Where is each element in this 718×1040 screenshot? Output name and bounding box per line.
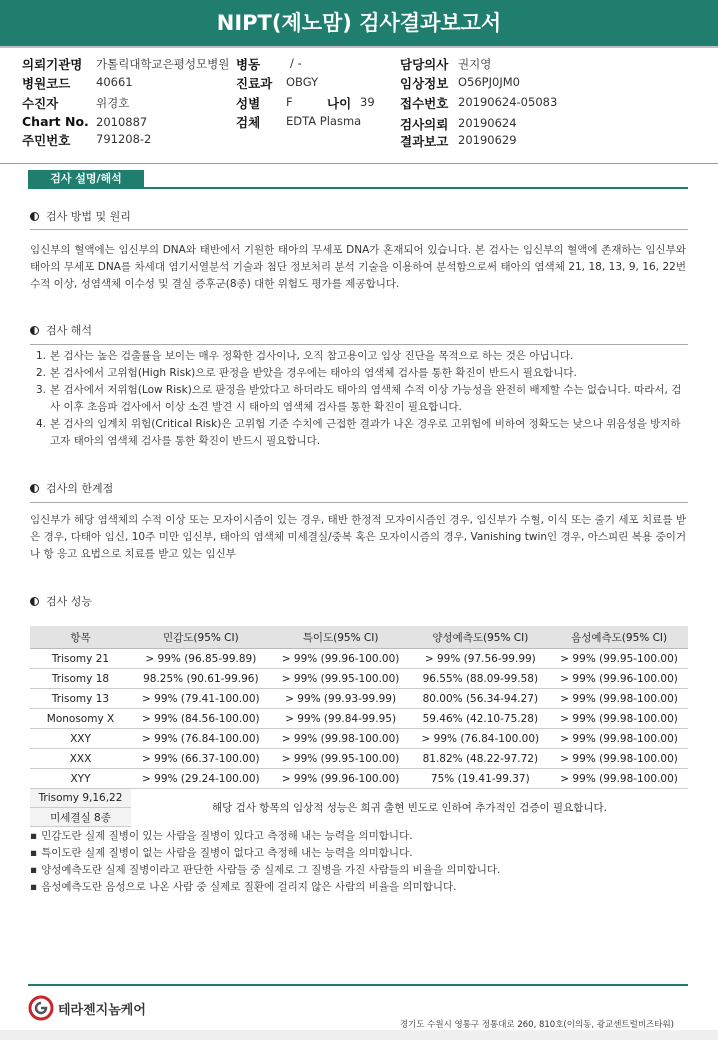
value-hospital-code: 40661: [96, 75, 133, 89]
label-age: 나이: [327, 96, 352, 111]
value-receipt-number: 20190624-05083: [458, 95, 558, 109]
subsection-method: [30, 208, 131, 224]
limits-divider: [30, 502, 688, 503]
value-department: OBGY: [286, 75, 319, 89]
company-name: 테라젠지놈케어: [58, 1002, 146, 1018]
logo-mark-icon: [28, 995, 54, 1021]
label-result-report: 결과보고: [400, 134, 449, 149]
table-row: Trisomy 18 98.25% (90.61-99.96) > 99% (99.95-100.00) 96.55% (88.09-99.58) > 99% (99.96-100.00): [30, 669, 688, 689]
section-underline: [28, 187, 688, 189]
value-clinical-info: O56PJ0JM0: [458, 75, 520, 89]
extra-item-trisomy: Trisomy 9,16,22: [30, 789, 131, 808]
extra-note: 해당 검사 항목의 임상적 성능은 희귀 출현 빈도로 인하여 추가적인 검증이 필요합니다.: [211, 802, 608, 815]
list-item: 2. 본 검사에서 고위험(High Risk)으로 판정을 받았을 경우에는 태아의 염색체 검사를 통한 확진이 반드시 필요합니다.: [36, 367, 577, 379]
interpretation-divider: [30, 344, 688, 345]
value-ward: / -: [290, 56, 302, 70]
report-title: NIPT(제노맘) 검사결과보고서: [0, 0, 718, 46]
value-doctor: 권지영: [458, 57, 492, 71]
interpretation-list: [36, 348, 686, 450]
list-item: 1. 본 검사는 높은 검출률을 보이는 매우 정확한 검사이나, 오직 참고용이고 임상 진단을 목적으로 하는 것은 아닙니다.: [36, 350, 574, 362]
value-requesting-institution: 가톨릭대학교은평성모병원: [96, 57, 230, 71]
interpretation-heading: 검사 해석: [46, 324, 93, 337]
label-doctor: 담당의사: [400, 57, 449, 72]
col-ppv: 양성예측도(95% CI): [410, 626, 550, 649]
list-item: 4. 본 검사의 임계치 위험(Critical Risk)은 고위험 기준 수치에 근접한 결과가 나온 경우로 고위험에 비하여 정확도는 낮으나 위음성을 방지하고자 태아의 염색체 검사를 통한 확진이 반드시 필요합니다.: [36, 418, 681, 447]
table-row: XYY > 99% (29.24-100.00) > 99% (99.96-100.00) 75% (19.41-99.37) > 99% (99.98-100.00): [30, 769, 688, 789]
company-logo: [28, 995, 146, 1021]
col-npv: 음성예측도(95% CI): [550, 626, 688, 649]
table-row: Trisomy 21 > 99% (96.85-99.89) > 99% (99.96-100.00) > 99% (97.56-99.99) > 99% (99.95-100.00): [30, 649, 688, 669]
performance-heading: 검사 성능: [46, 595, 93, 608]
label-chart-no: Chart No.: [22, 114, 89, 129]
method-divider: [30, 229, 688, 230]
table-row: XXY > 99% (76.84-100.00) > 99% (99.98-100.00) > 99% (76.84-100.00) > 99% (99.98-100.00): [30, 729, 688, 749]
extra-item-microdeletion: 미세결실 8종: [30, 808, 131, 827]
value-resident-number: 791208-2: [96, 132, 152, 146]
label-resident-number: 주민번호: [22, 133, 71, 148]
method-heading: 검사 방법 및 원리: [46, 210, 131, 223]
label-specimen: 검체: [236, 115, 261, 130]
value-age: 39: [360, 95, 375, 109]
label-sex: 성별: [236, 96, 261, 111]
method-text: 임신부의 혈액에는 임신부의 DNA와 태반에서 기원한 태아의 무세포 DNA가 혼재되어 있습니다. 본 검사는 임신부의 혈액에 존재하는 임신부와 태아의 무세포 DNA를 차세대 염기서열분석 기술과 첨단 정보처리 분석 기술을 이용하여 분석함으로써 태아의 염색체 21, 18, 13, 9, 16, 22번 수적 이상, 성염색체 이수성 및 결실 증후군(8종) 대한 위험도 평가를 제공합니다.: [30, 244, 686, 290]
half-circle-icon: [30, 326, 39, 335]
label-hospital-code: 병원코드: [22, 76, 71, 91]
label-requesting-institution: 의뢰기관명: [22, 57, 83, 72]
col-sensitivity: 민감도(95% CI): [131, 626, 271, 649]
footer-divider: [28, 984, 688, 986]
definitions-list: [30, 828, 688, 896]
half-circle-icon: [30, 597, 39, 606]
col-specificity: 특이도(95% CI): [271, 626, 411, 649]
limits-text: 임신부가 해당 염색체의 수적 이상 또는 모자이시즘이 있는 경우, 태반 한정적 모자이시즘인 경우, 임신부가 수혈, 이식 또는 줄기 세포 치료를 받은 경우, 다태아 임신, 10주 미만 임신부, 태아의 염색체 미세결실/중복 혹은 모자이시즘의 경우, Vanishing twin인 경우, 아스피린 복용 중이거나 항 응고 요법으로 치료를 받고 있는 임신부: [30, 514, 686, 560]
list-item: 3. 본 검사에서 저위험(Low Risk)으로 판정을 받았다고 하더라도 태아의 염색체 수적 이상 가능성을 완전히 배제할 수는 없습니다. 따라서, 검사 이후 초음파 검사에서 이상 소견 발견 시 태아의 염색체 검사를 통한 확진이 필요합니다.: [36, 384, 682, 413]
limits-heading: 검사의 한계점: [46, 482, 114, 495]
table-header-row: [30, 626, 688, 649]
value-patient-name: 위경호: [96, 96, 130, 110]
label-test-request: 검사의뢰: [400, 117, 449, 132]
section-tab-explanation: 검사 설명/해석: [28, 170, 144, 188]
subsection-limits: [30, 480, 113, 496]
label-patient-name: 수진자: [22, 96, 59, 111]
half-circle-icon: [30, 212, 39, 221]
list-item: ▪ 음성예측도란 음성으로 나온 사람 중 실제로 질환에 걸리지 않은 사람의 비율을 의미합니다.: [30, 879, 688, 896]
bottom-band: [0, 1030, 718, 1040]
value-result-report: 20190629: [458, 133, 517, 147]
performance-table: [30, 626, 688, 827]
value-test-request: 20190624: [458, 116, 517, 130]
company-address: 경기도 수원시 영통구 정통대로 260, 810호(이의동, 광교센트럴비즈타워): [399, 1020, 674, 1030]
value-specimen: EDTA Plasma: [286, 114, 362, 128]
subsection-performance: [30, 593, 92, 609]
value-chart-no: 2010887: [96, 115, 148, 129]
table-row: XXX > 99% (66.37-100.00) > 99% (99.95-100.00) 81.82% (48.22-97.72) > 99% (99.98-100.00): [30, 749, 688, 769]
list-item: ▪ 양성예측도란 실제 질병이라고 판단한 사람들 중 실제로 그 질병을 가진 사람들의 비율을 의미합니다.: [30, 862, 688, 879]
list-item: ▪ 민감도란 실제 질병이 있는 사람을 질병이 있다고 측정해 내는 능력을 의미합니다.: [30, 828, 688, 845]
info-divider: [0, 163, 718, 164]
label-department: 진료과: [236, 76, 273, 91]
table-row: Trisomy 13 > 99% (79.41-100.00) > 99% (99.93-99.99) 80.00% (56.34-94.27) > 99% (99.98-100.00): [30, 689, 688, 709]
table-row-extra: [30, 789, 688, 808]
label-receipt-number: 접수번호: [400, 96, 449, 111]
title-underline: [0, 46, 718, 48]
value-sex: F: [286, 95, 293, 109]
list-item: ▪ 특이도란 실제 질병이 없는 사람을 질병이 없다고 측정해 내는 능력을 의미합니다.: [30, 845, 688, 862]
col-item: 항목: [30, 626, 131, 649]
label-ward: 병동: [236, 57, 261, 72]
table-row: Monosomy X > 99% (84.56-100.00) > 99% (99.84-99.95) 59.46% (42.10-75.28) > 99% (99.98-100.00): [30, 709, 688, 729]
label-clinical-info: 임상정보: [400, 76, 449, 91]
half-circle-icon: [30, 484, 39, 493]
subsection-interpretation: [30, 322, 92, 338]
